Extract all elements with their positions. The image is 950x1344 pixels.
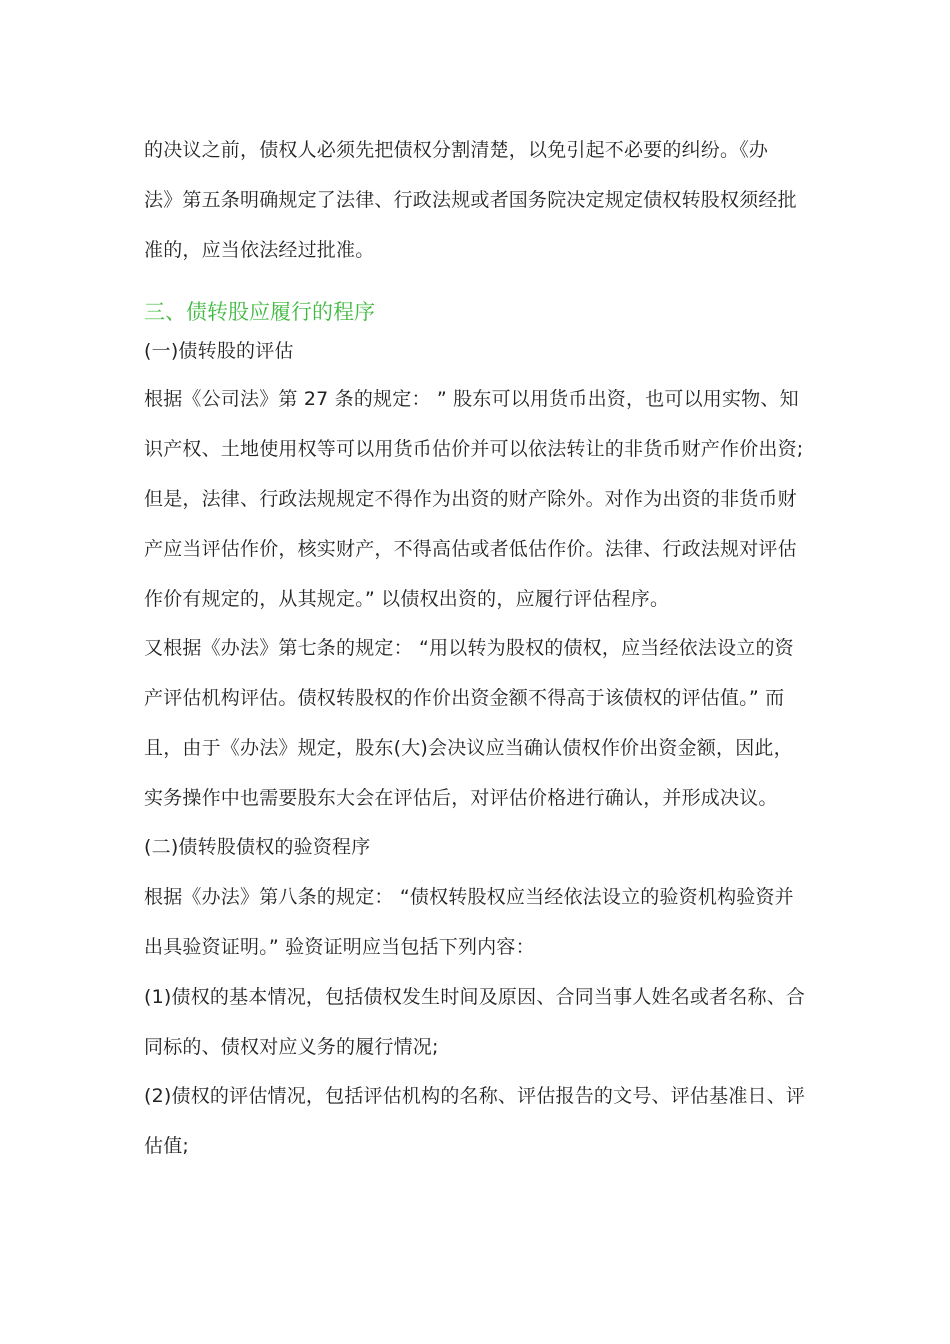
paragraph-line: 的决议之前，债权人必须先把债权分割清楚，以免引起不必要的纠纷。《办 [144,139,769,161]
list-item-line: (2)债权的评估情况，包括评估机构的名称、评估报告的文号、评估基准日、评 [144,1085,806,1107]
list-item-line: 同标的、债权对应义务的履行情况; [144,1036,439,1058]
section-heading: 三、债转股应履行的程序 [144,300,375,324]
paragraph-line: 且，由于《办法》规定，股东(大)会决议应当确认债权作价出资金额，因此， [144,737,793,759]
paragraph-line: 根据《办法》第八条的规定： “债权转股权应当经依法设立的验资机构验资并 [144,886,794,908]
paragraph-line: 实务操作中也需要股东大会在评估后，对评估价格进行确认，并形成决议。 [144,787,778,809]
paragraph-line: 识产权、土地使用权等可以用货币估价并可以依法转让的非货币财产作价出资; [144,438,804,460]
subsection-heading: (二)债转股债权的验资程序 [144,836,371,858]
list-item-line: (1)债权的基本情况，包括债权发生时间及原因、合同当事人姓名或者名称、合 [144,986,806,1008]
paragraph-line: 又根据《办法》第七条的规定： “用以转为股权的债权，应当经依法设立的资 [144,637,794,659]
paragraph-line: 法》第五条明确规定了法律、行政法规或者国务院决定规定债权转股权须经批 [144,189,797,211]
paragraph-line: 产评估机构评估。债权转股权的作价出资金额不得高于该债权的评估值。” 而 [144,687,785,709]
paragraph-line: 准的，应当依法经过批准。 [144,239,375,261]
paragraph-line: 作价有规定的，从其规定。” 以债权出资的，应履行评估程序。 [144,588,670,610]
paragraph-line: 产应当评估作价，核实财产，不得高估或者低估作价。法律、行政法规对评估 [144,538,797,560]
list-item-line: 估值; [144,1135,190,1157]
paragraph-line: 根据《公司法》第 27 条的规定： ” 股东可以用货币出资，也可以用实物、知 [144,388,799,410]
paragraph-line: 出具验资证明。” 验资证明应当包括下列内容： [144,936,535,958]
paragraph-line: 但是，法律、行政法规规定不得作为出资的财产除外。对作为出资的非货币财 [144,488,797,510]
subsection-heading: (一)债转股的评估 [144,340,294,362]
